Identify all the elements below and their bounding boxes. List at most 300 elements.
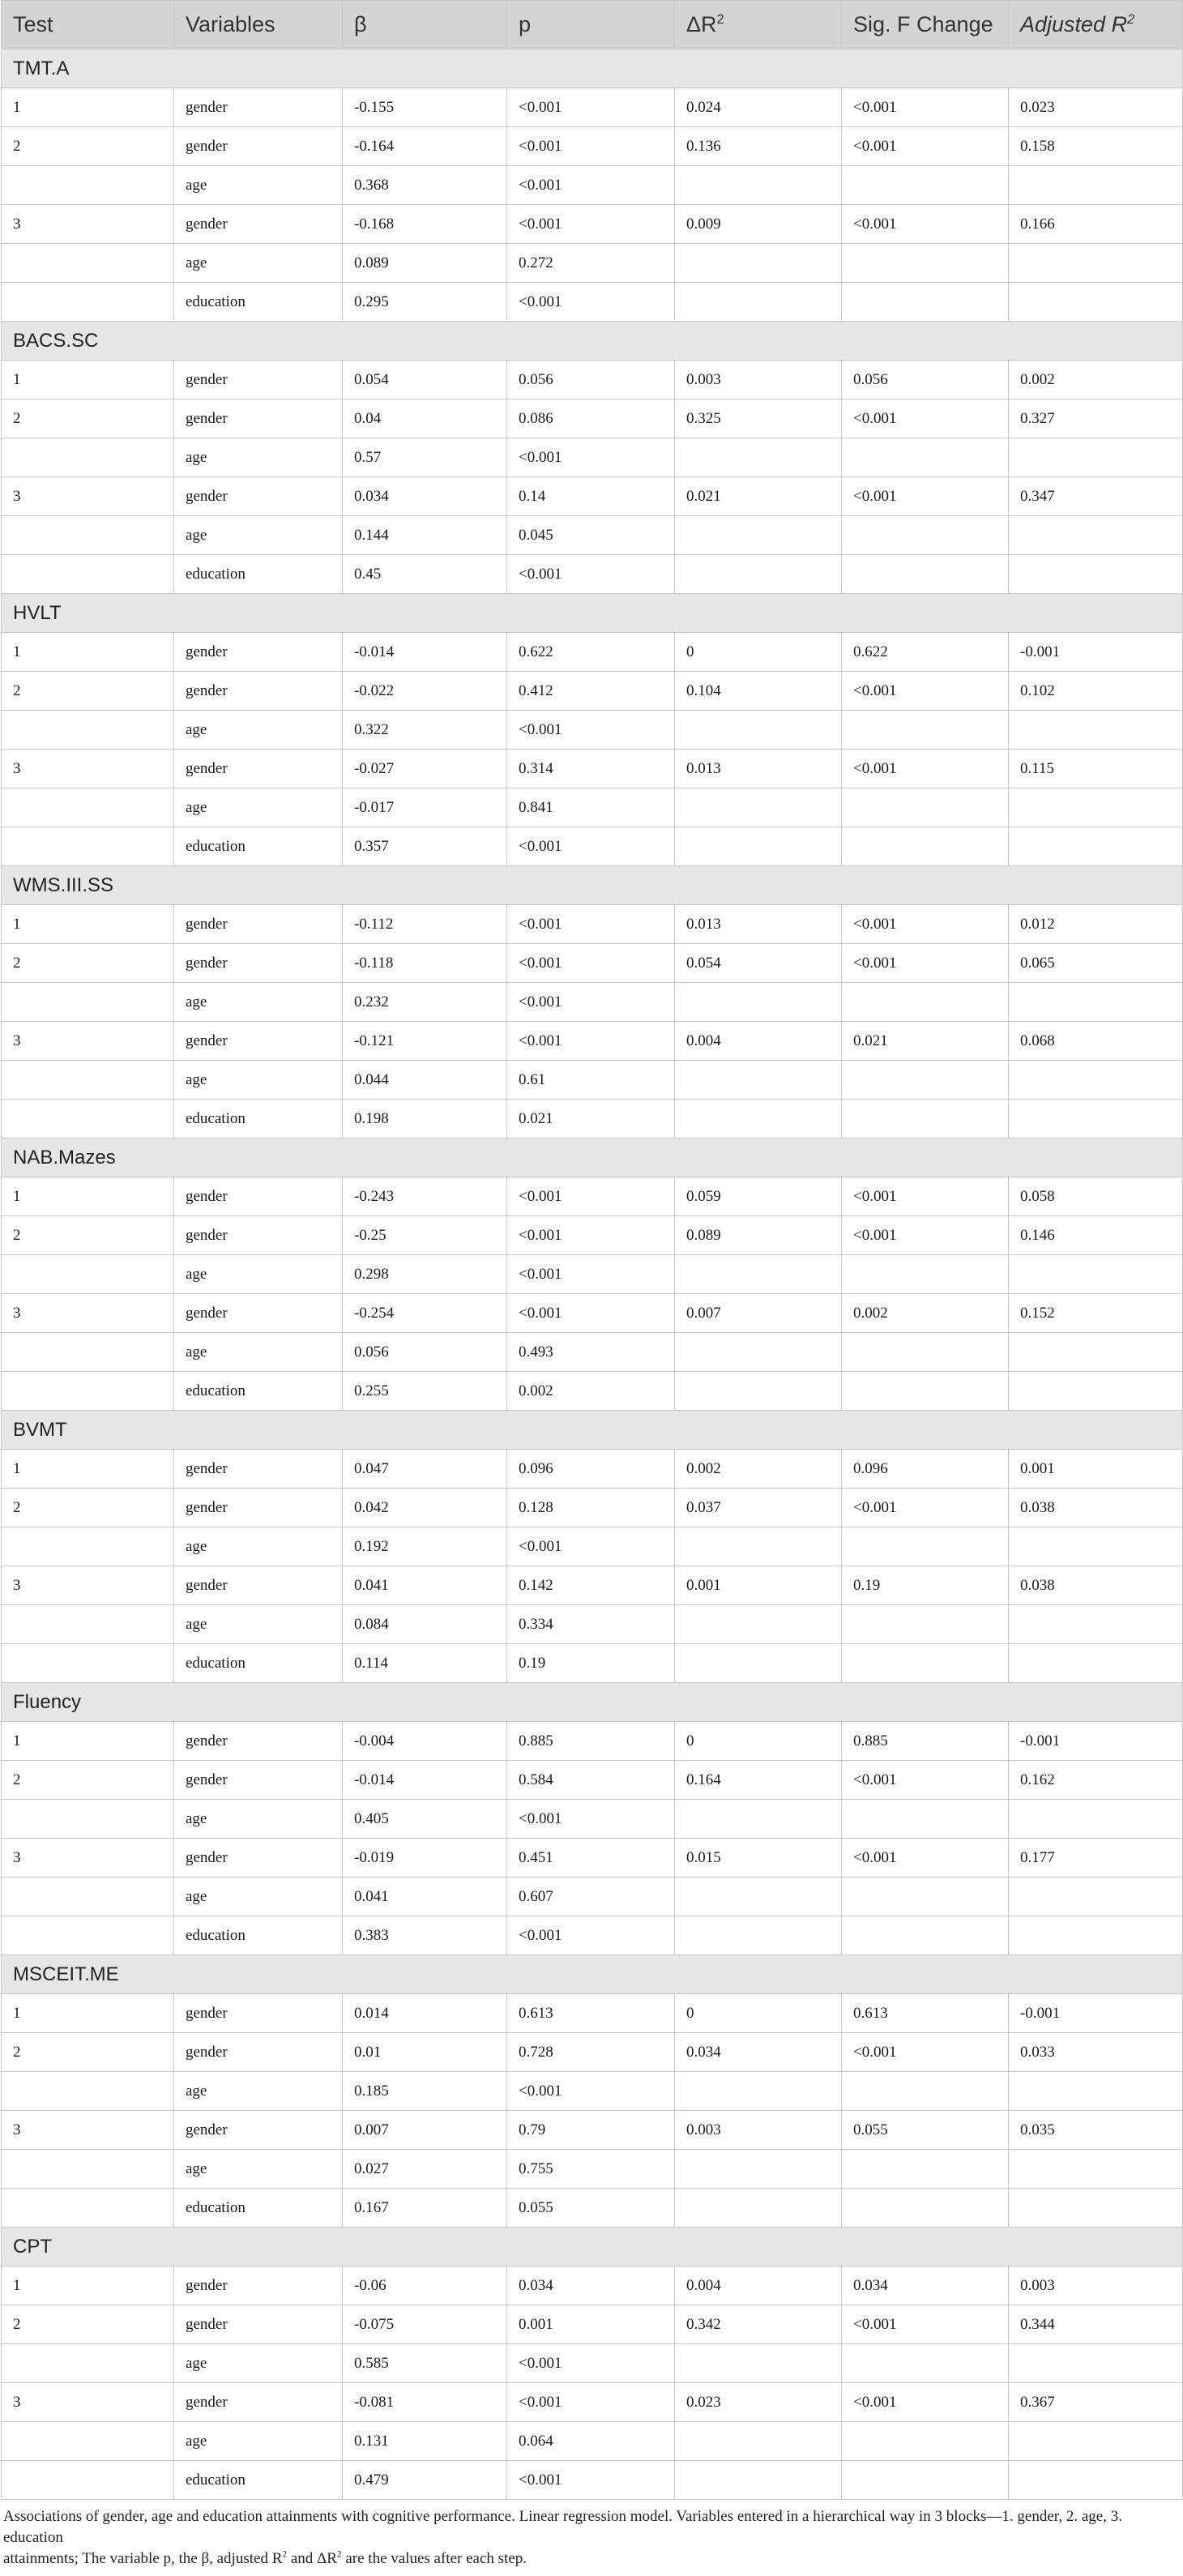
- beta-cell: -0.004: [343, 1722, 507, 1761]
- beta-cell: 0.056: [343, 1333, 507, 1372]
- variable-cell: education: [174, 555, 343, 594]
- adjusted-r2-cell: [1009, 438, 1183, 477]
- table-row: [2, 205, 1183, 244]
- variable-cell: age: [174, 438, 343, 477]
- sig-f-cell: [842, 166, 1009, 205]
- sig-f-cell: [842, 827, 1009, 866]
- adjusted-r2-cell: [1009, 1527, 1183, 1566]
- p-cell: <0.001: [507, 1022, 675, 1061]
- p-cell: <0.001: [507, 1294, 675, 1333]
- table-row: [2, 2422, 1183, 2461]
- delta-r2-cell: 0.003: [675, 2111, 842, 2150]
- step-cell: [2, 2344, 174, 2383]
- test-group-label: TMT.A: [2, 49, 1183, 88]
- adjusted-r2-cell: [1009, 2072, 1183, 2111]
- sig-f-cell: [842, 1605, 1009, 1644]
- variable-cell: gender: [174, 1294, 343, 1333]
- variable-cell: age: [174, 2072, 343, 2111]
- step-cell: 3: [2, 1022, 174, 1061]
- sig-f-cell: 0.034: [842, 2266, 1009, 2305]
- adjusted-r2-cell: [1009, 1372, 1183, 1411]
- variable-cell: education: [174, 1644, 343, 1683]
- test-group-label: NAB.Mazes: [2, 1138, 1183, 1177]
- p-cell: <0.001: [507, 555, 675, 594]
- step-cell: [2, 1100, 174, 1138]
- header-adjusted-r2: [1009, 1, 1183, 49]
- adjusted-r2-cell: -0.001: [1009, 633, 1183, 672]
- step-cell: [2, 711, 174, 750]
- variable-cell: education: [174, 283, 343, 322]
- p-cell: 0.584: [507, 1761, 675, 1800]
- adjusted-r2-cell: 0.035: [1009, 2111, 1183, 2150]
- p-cell: 0.086: [507, 399, 675, 438]
- variable-cell: gender: [174, 2266, 343, 2305]
- table-row: [2, 1761, 1183, 1800]
- sig-f-cell: [842, 1061, 1009, 1100]
- header-p: [507, 1, 675, 49]
- adjusted-r2-cell: 0.166: [1009, 205, 1183, 244]
- step-cell: 2: [2, 2305, 174, 2344]
- adjusted-r2-cell: 0.146: [1009, 1216, 1183, 1255]
- table-row: [2, 1566, 1183, 1605]
- variable-cell: gender: [174, 1177, 343, 1216]
- delta-r2-cell: [675, 1644, 842, 1683]
- delta-r2-cell: [675, 283, 842, 322]
- variable-cell: gender: [174, 1022, 343, 1061]
- delta-r2-cell: [675, 1333, 842, 1372]
- p-cell: <0.001: [507, 2383, 675, 2422]
- table-row: [2, 1489, 1183, 1527]
- p-cell: 0.142: [507, 1566, 675, 1605]
- test-group-label: MSCEIT.ME: [2, 1955, 1183, 1994]
- sig-f-cell: <0.001: [842, 1489, 1009, 1527]
- beta-cell: 0.368: [343, 166, 507, 205]
- step-cell: [2, 2461, 174, 2500]
- delta-r2-cell: [675, 2150, 842, 2189]
- test-group-label: BVMT: [2, 1411, 1183, 1450]
- beta-cell: 0.114: [343, 1644, 507, 1683]
- step-cell: [2, 438, 174, 477]
- step-cell: 1: [2, 1450, 174, 1489]
- table-row: [2, 944, 1183, 983]
- table-row: [2, 1294, 1183, 1333]
- delta-r2-cell: 0.024: [675, 88, 842, 127]
- adjusted-r2-cell: [1009, 1255, 1183, 1294]
- sig-f-cell: <0.001: [842, 1761, 1009, 1800]
- beta-cell: -0.112: [343, 905, 507, 944]
- variable-cell: age: [174, 1061, 343, 1100]
- caption-line2-c: are the values after each step.: [341, 2550, 527, 2567]
- delta-r2-cell: [675, 438, 842, 477]
- test-group-row: [2, 1683, 1183, 1722]
- delta-r2-cell: [675, 1527, 842, 1566]
- test-group-row: [2, 49, 1183, 88]
- step-cell: 2: [2, 127, 174, 166]
- table-row: [2, 399, 1183, 438]
- sig-f-cell: <0.001: [842, 399, 1009, 438]
- step-cell: 1: [2, 361, 174, 399]
- p-cell: <0.001: [507, 205, 675, 244]
- adjusted-r2-cell: [1009, 2461, 1183, 2500]
- adjusted-r2-cell: 0.065: [1009, 944, 1183, 983]
- variable-cell: gender: [174, 88, 343, 127]
- p-cell: 0.493: [507, 1333, 675, 1372]
- beta-cell: -0.017: [343, 788, 507, 827]
- variable-cell: gender: [174, 633, 343, 672]
- variable-cell: gender: [174, 361, 343, 399]
- delta-r2-cell: 0.013: [675, 905, 842, 944]
- sig-f-cell: [842, 711, 1009, 750]
- beta-cell: 0.198: [343, 1100, 507, 1138]
- header-p-label: p: [519, 12, 532, 36]
- step-cell: 1: [2, 88, 174, 127]
- beta-cell: 0.04: [343, 399, 507, 438]
- p-cell: 0.613: [507, 1994, 675, 2033]
- delta-r2-cell: 0.037: [675, 1489, 842, 1527]
- table-row: [2, 1994, 1183, 2033]
- step-cell: [2, 1800, 174, 1839]
- sig-f-cell: <0.001: [842, 1216, 1009, 1255]
- p-cell: 0.412: [507, 672, 675, 711]
- adjusted-r2-cell: 0.158: [1009, 127, 1183, 166]
- variable-cell: gender: [174, 905, 343, 944]
- test-group-row: [2, 1138, 1183, 1177]
- variable-cell: gender: [174, 1216, 343, 1255]
- table-row: [2, 283, 1183, 322]
- beta-cell: 0.45: [343, 555, 507, 594]
- table-row: [2, 1644, 1183, 1683]
- p-cell: 0.001: [507, 2305, 675, 2344]
- adjusted-r2-cell: 0.347: [1009, 477, 1183, 516]
- variable-cell: age: [174, 1333, 343, 1372]
- table-row: [2, 711, 1183, 750]
- beta-cell: 0.041: [343, 1878, 507, 1916]
- p-cell: 0.14: [507, 477, 675, 516]
- beta-cell: 0.357: [343, 827, 507, 866]
- adjusted-r2-cell: [1009, 1605, 1183, 1644]
- beta-cell: -0.06: [343, 2266, 507, 2305]
- beta-cell: -0.164: [343, 127, 507, 166]
- sig-f-cell: [842, 2461, 1009, 2500]
- delta-r2-cell: [675, 2072, 842, 2111]
- step-cell: 2: [2, 672, 174, 711]
- p-cell: 0.128: [507, 1489, 675, 1527]
- table-row: [2, 1333, 1183, 1372]
- adjusted-r2-cell: [1009, 2189, 1183, 2228]
- table-row: [2, 2266, 1183, 2305]
- beta-cell: 0.01: [343, 2033, 507, 2072]
- beta-cell: -0.027: [343, 750, 507, 788]
- delta-r2-cell: [675, 1061, 842, 1100]
- step-cell: [2, 2150, 174, 2189]
- sig-f-cell: [842, 1916, 1009, 1955]
- sig-f-cell: 0.885: [842, 1722, 1009, 1761]
- adjusted-r2-cell: [1009, 1878, 1183, 1916]
- adjusted-r2-cell: [1009, 1333, 1183, 1372]
- delta-r2-cell: [675, 2422, 842, 2461]
- beta-cell: 0.295: [343, 283, 507, 322]
- table-row: [2, 1255, 1183, 1294]
- variable-cell: age: [174, 2422, 343, 2461]
- table-row: [2, 2383, 1183, 2422]
- p-cell: 0.841: [507, 788, 675, 827]
- delta-r2-cell: [675, 555, 842, 594]
- table-row: [2, 788, 1183, 827]
- delta-r2-cell: [675, 1372, 842, 1411]
- adjusted-r2-cell: 0.367: [1009, 2383, 1183, 2422]
- adjusted-r2-cell: 0.152: [1009, 1294, 1183, 1333]
- table-row: [2, 2033, 1183, 2072]
- variable-cell: education: [174, 827, 343, 866]
- adjusted-r2-cell: [1009, 2344, 1183, 2383]
- adjusted-r2-cell: 0.115: [1009, 750, 1183, 788]
- variable-cell: age: [174, 1800, 343, 1839]
- p-cell: 0.19: [507, 1644, 675, 1683]
- beta-cell: -0.121: [343, 1022, 507, 1061]
- sig-f-cell: [842, 1372, 1009, 1411]
- variable-cell: age: [174, 2344, 343, 2383]
- table-row: [2, 244, 1183, 283]
- header-delta-r2-sup: 2: [716, 12, 724, 27]
- delta-r2-cell: 0.034: [675, 2033, 842, 2072]
- beta-cell: 0.192: [343, 1527, 507, 1566]
- p-cell: 0.755: [507, 2150, 675, 2189]
- header-sig-f-label: Sig. F Change: [853, 12, 993, 36]
- table-row: [2, 672, 1183, 711]
- table-row: [2, 361, 1183, 399]
- sig-f-cell: [842, 1333, 1009, 1372]
- caption-sup1: 2: [282, 2549, 288, 2560]
- step-cell: [2, 827, 174, 866]
- variable-cell: gender: [174, 1489, 343, 1527]
- step-cell: [2, 2072, 174, 2111]
- variable-cell: age: [174, 1605, 343, 1644]
- beta-cell: -0.254: [343, 1294, 507, 1333]
- header-adjusted-r2-label: Adjusted R: [1020, 12, 1128, 36]
- test-group-row: [2, 594, 1183, 633]
- step-cell: [2, 1061, 174, 1100]
- table-row: [2, 1061, 1183, 1100]
- delta-r2-cell: 0.104: [675, 672, 842, 711]
- variable-cell: age: [174, 516, 343, 555]
- beta-cell: 0.131: [343, 2422, 507, 2461]
- p-cell: <0.001: [507, 166, 675, 205]
- variable-cell: gender: [174, 672, 343, 711]
- p-cell: 0.61: [507, 1061, 675, 1100]
- step-cell: 3: [2, 2111, 174, 2150]
- p-cell: <0.001: [507, 944, 675, 983]
- table-header: [2, 1, 1183, 49]
- beta-cell: 0.027: [343, 2150, 507, 2189]
- delta-r2-cell: 0: [675, 633, 842, 672]
- table-caption: [0, 2500, 1183, 2570]
- p-cell: 0.002: [507, 1372, 675, 1411]
- sig-f-cell: [842, 2072, 1009, 2111]
- caption-sup2: 2: [336, 2549, 342, 2560]
- table-row: [2, 1800, 1183, 1839]
- step-cell: [2, 2422, 174, 2461]
- sig-f-cell: [842, 2344, 1009, 2383]
- table-row: [2, 2305, 1183, 2344]
- sig-f-cell: 0.056: [842, 361, 1009, 399]
- sig-f-cell: [842, 2189, 1009, 2228]
- sig-f-cell: 0.055: [842, 2111, 1009, 2150]
- p-cell: 0.622: [507, 633, 675, 672]
- delta-r2-cell: 0: [675, 1994, 842, 2033]
- step-cell: [2, 1372, 174, 1411]
- p-cell: <0.001: [507, 1216, 675, 1255]
- sig-f-cell: 0.613: [842, 1994, 1009, 2033]
- sig-f-cell: [842, 1800, 1009, 1839]
- variable-cell: gender: [174, 1761, 343, 1800]
- beta-cell: -0.081: [343, 2383, 507, 2422]
- sig-f-cell: [842, 983, 1009, 1022]
- table-row: [2, 2461, 1183, 2500]
- test-group-row: [2, 1955, 1183, 1994]
- beta-cell: -0.022: [343, 672, 507, 711]
- delta-r2-cell: 0.164: [675, 1761, 842, 1800]
- sig-f-cell: <0.001: [842, 127, 1009, 166]
- table-row: [2, 1722, 1183, 1761]
- adjusted-r2-cell: 0.162: [1009, 1761, 1183, 1800]
- beta-cell: 0.041: [343, 1566, 507, 1605]
- variable-cell: education: [174, 2461, 343, 2500]
- sig-f-cell: <0.001: [842, 2305, 1009, 2344]
- variable-cell: age: [174, 1527, 343, 1566]
- delta-r2-cell: [675, 827, 842, 866]
- header-row: [2, 1, 1183, 49]
- beta-cell: 0.322: [343, 711, 507, 750]
- table-row: [2, 555, 1183, 594]
- p-cell: <0.001: [507, 905, 675, 944]
- delta-r2-cell: [675, 983, 842, 1022]
- step-cell: 1: [2, 1177, 174, 1216]
- sig-f-cell: [842, 244, 1009, 283]
- p-cell: <0.001: [507, 983, 675, 1022]
- sig-f-cell: [842, 2422, 1009, 2461]
- adjusted-r2-cell: [1009, 1644, 1183, 1683]
- beta-cell: -0.25: [343, 1216, 507, 1255]
- sig-f-cell: [842, 438, 1009, 477]
- step-cell: [2, 1916, 174, 1955]
- step-cell: 3: [2, 2383, 174, 2422]
- p-cell: 0.045: [507, 516, 675, 555]
- beta-cell: 0.167: [343, 2189, 507, 2228]
- header-delta-r2: [675, 1, 842, 49]
- table-row: [2, 438, 1183, 477]
- delta-r2-cell: 0.054: [675, 944, 842, 983]
- p-cell: 0.021: [507, 1100, 675, 1138]
- step-cell: 1: [2, 905, 174, 944]
- step-cell: 3: [2, 1566, 174, 1605]
- variable-cell: gender: [174, 1450, 343, 1489]
- delta-r2-cell: 0.013: [675, 750, 842, 788]
- step-cell: [2, 1644, 174, 1683]
- step-cell: 2: [2, 944, 174, 983]
- test-group-label: BACS.SC: [2, 322, 1183, 361]
- p-cell: <0.001: [507, 1800, 675, 1839]
- delta-r2-cell: 0.342: [675, 2305, 842, 2344]
- delta-r2-cell: [675, 516, 842, 555]
- p-cell: <0.001: [507, 1255, 675, 1294]
- adjusted-r2-cell: 0.102: [1009, 672, 1183, 711]
- variable-cell: gender: [174, 2111, 343, 2150]
- adjusted-r2-cell: [1009, 516, 1183, 555]
- test-group-row: [2, 866, 1183, 905]
- beta-cell: 0.034: [343, 477, 507, 516]
- sig-f-cell: <0.001: [842, 750, 1009, 788]
- table-row: [2, 1177, 1183, 1216]
- delta-r2-cell: 0.004: [675, 1022, 842, 1061]
- adjusted-r2-cell: [1009, 555, 1183, 594]
- sig-f-cell: 0.096: [842, 1450, 1009, 1489]
- sig-f-cell: <0.001: [842, 2383, 1009, 2422]
- adjusted-r2-cell: [1009, 283, 1183, 322]
- beta-cell: 0.084: [343, 1605, 507, 1644]
- table-row: [2, 2189, 1183, 2228]
- table-row: [2, 2111, 1183, 2150]
- variable-cell: age: [174, 711, 343, 750]
- variable-cell: age: [174, 2150, 343, 2189]
- step-cell: [2, 166, 174, 205]
- beta-cell: 0.007: [343, 2111, 507, 2150]
- sig-f-cell: [842, 283, 1009, 322]
- table-row: [2, 750, 1183, 788]
- p-cell: <0.001: [507, 283, 675, 322]
- delta-r2-cell: 0: [675, 1722, 842, 1761]
- step-cell: [2, 1255, 174, 1294]
- p-cell: 0.607: [507, 1878, 675, 1916]
- sig-f-cell: [842, 1878, 1009, 1916]
- step-cell: [2, 555, 174, 594]
- delta-r2-cell: [675, 2461, 842, 2500]
- step-cell: [2, 788, 174, 827]
- sig-f-cell: <0.001: [842, 944, 1009, 983]
- p-cell: 0.272: [507, 244, 675, 283]
- delta-r2-cell: 0.021: [675, 477, 842, 516]
- adjusted-r2-cell: [1009, 2150, 1183, 2189]
- p-cell: 0.096: [507, 1450, 675, 1489]
- p-cell: <0.001: [507, 88, 675, 127]
- p-cell: 0.885: [507, 1722, 675, 1761]
- beta-cell: 0.479: [343, 2461, 507, 2500]
- step-cell: 1: [2, 633, 174, 672]
- p-cell: 0.034: [507, 2266, 675, 2305]
- test-group-row: [2, 322, 1183, 361]
- delta-r2-cell: [675, 166, 842, 205]
- beta-cell: -0.168: [343, 205, 507, 244]
- delta-r2-cell: 0.325: [675, 399, 842, 438]
- step-cell: 2: [2, 1216, 174, 1255]
- table-row: [2, 1605, 1183, 1644]
- delta-r2-cell: 0.059: [675, 1177, 842, 1216]
- step-cell: [2, 1605, 174, 1644]
- header-test: [2, 1, 174, 49]
- step-cell: 2: [2, 1761, 174, 1800]
- table-body: [2, 49, 1183, 2500]
- beta-cell: 0.144: [343, 516, 507, 555]
- p-cell: 0.79: [507, 2111, 675, 2150]
- test-group-label: CPT: [2, 2228, 1183, 2266]
- p-cell: <0.001: [507, 827, 675, 866]
- test-group-label: WMS.III.SS: [2, 866, 1183, 905]
- sig-f-cell: <0.001: [842, 477, 1009, 516]
- step-cell: 1: [2, 2266, 174, 2305]
- table-row: [2, 2150, 1183, 2189]
- beta-cell: 0.255: [343, 1372, 507, 1411]
- delta-r2-cell: 0.007: [675, 1294, 842, 1333]
- table-row: [2, 633, 1183, 672]
